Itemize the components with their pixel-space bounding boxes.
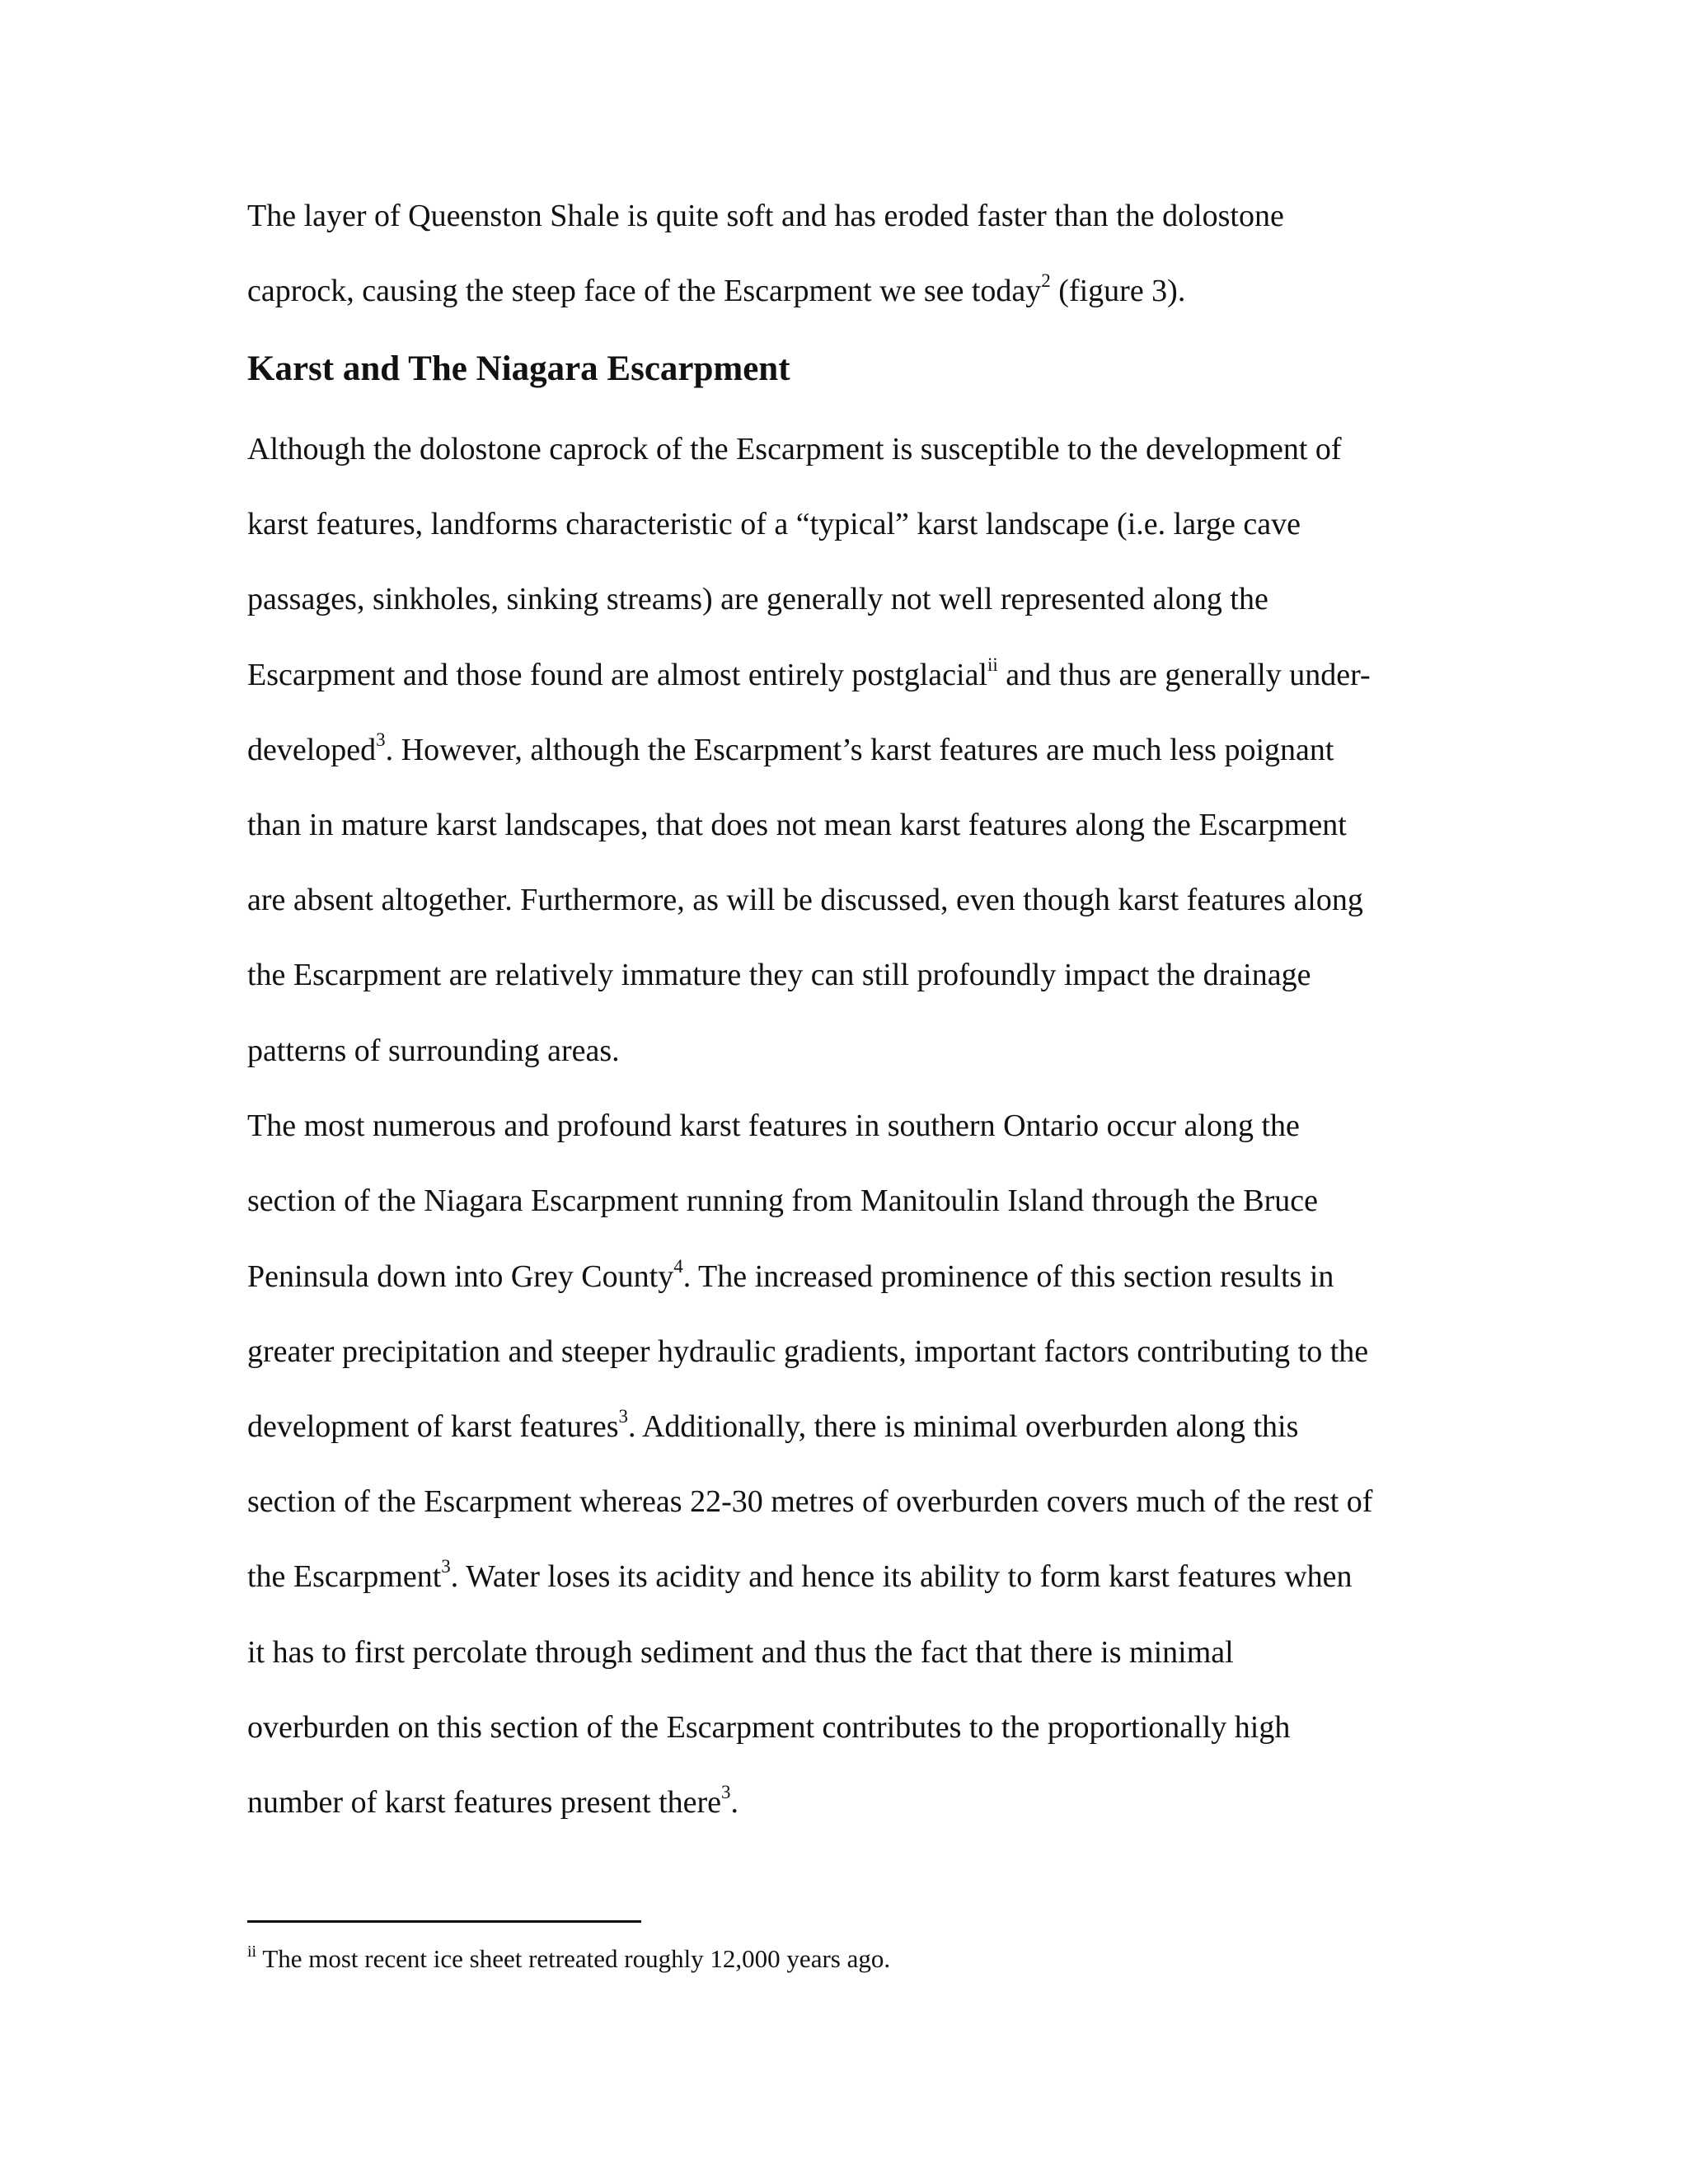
text-run: . — [730, 1785, 739, 1820]
text-run: the Escarpment are relatively immature they can still profoundly impact the drainage — [247, 958, 1311, 992]
text-line — [247, 729, 1334, 768]
text-run: karst features, landforms characteristic of a “typical” karst landscape (i.e. large cave — [247, 507, 1301, 541]
text-line — [247, 1483, 1372, 1520]
text-line — [247, 506, 1301, 542]
text-run: The layer of Queenston Shale is quite soft and has eroded faster than the dolostone — [247, 199, 1284, 233]
text-run: section of the Niagara Escarpment running from Manitoulin Island through the Bruce — [247, 1183, 1319, 1218]
text-run: . Water loses its acidity and hence its ability to form karst features when — [450, 1559, 1353, 1594]
text-line — [247, 581, 1268, 617]
text-line — [247, 654, 1371, 693]
text-run: Peninsula down into Grey County — [247, 1259, 674, 1294]
text-run: Escarpment and those found are almost entirely postglacial — [247, 658, 987, 692]
text-run: Although the dolostone caprock of the Escarpment is susceptible to the development of — [247, 432, 1342, 466]
text-run: it has to first percolate through sediment and thus the fact that there is minimal — [247, 1635, 1234, 1670]
text-run: overburden on this section of the Escarpment contributes to the proportionally high — [247, 1710, 1291, 1745]
text-line — [247, 270, 1186, 309]
text-run: are absent altogether. Furthermore, as will be discussed, even though karst features along — [247, 883, 1363, 917]
text-run: . The increased prominence of this section results in — [682, 1259, 1334, 1294]
citation-ref: 2 — [1041, 270, 1051, 292]
citation-ref: 3 — [618, 1406, 629, 1427]
text-line — [247, 1784, 738, 1821]
text-line — [247, 198, 1284, 234]
text-run: developed — [247, 733, 377, 767]
text-line — [247, 1408, 1298, 1445]
text-line — [247, 1108, 1300, 1144]
text-run: (figure 3). — [1050, 274, 1186, 308]
text-run: patterns of surrounding areas. — [247, 1033, 620, 1068]
text-run: development of karst features — [247, 1409, 619, 1444]
footnote-marker: ii — [247, 1942, 257, 1961]
text-run: the Escarpment — [247, 1559, 442, 1594]
text-run: caprock, causing the steep face of the Escarpment we see today — [247, 274, 1042, 308]
text-run: . Additionally, there is minimal overburden along this — [628, 1409, 1299, 1444]
footnote — [247, 1943, 890, 1975]
citation-ref: 3 — [376, 729, 386, 751]
text-run: passages, sinkholes, sinking streams) are generally not well represented along the — [247, 582, 1268, 616]
text-line — [247, 882, 1363, 918]
section-heading: Karst and The Niagara Escarpment — [247, 349, 790, 388]
text-line — [247, 1634, 1234, 1671]
text-line — [247, 1258, 1334, 1295]
footnote-separator — [247, 1920, 641, 1923]
text-run: number of karst features present there — [247, 1785, 722, 1820]
citation-ref: 3 — [721, 1782, 731, 1803]
citation-ref: 3 — [441, 1556, 451, 1577]
text-run: section of the Escarpment whereas 22-30 metres of overburden covers much of the rest of — [247, 1484, 1373, 1519]
text-line — [247, 1333, 1368, 1370]
text-run: . However, although the Escarpment’s karst features are much less poignant — [385, 733, 1334, 767]
text-line — [247, 431, 1342, 467]
text-run: than in mature karst landscapes, that does not mean karst features along the Escarpment — [247, 808, 1347, 842]
text-run: and thus are generally under- — [997, 658, 1371, 692]
text-run: The most numerous and profound karst features in southern Ontario occur along the — [247, 1108, 1300, 1143]
footnote-ref: ii — [987, 654, 998, 676]
text-line — [247, 957, 1311, 993]
text-line — [247, 1033, 620, 1069]
footnote-text: The most recent ice sheet retreated roughly 12,000 years ago. — [256, 1944, 891, 1973]
citation-ref: 4 — [673, 1256, 683, 1277]
text-line — [247, 1709, 1290, 1746]
text-line — [247, 807, 1347, 843]
text-run: greater precipitation and steeper hydraulic gradients, important factors contributing to the — [247, 1334, 1369, 1369]
text-line — [247, 1183, 1318, 1219]
text-line — [247, 1558, 1353, 1595]
